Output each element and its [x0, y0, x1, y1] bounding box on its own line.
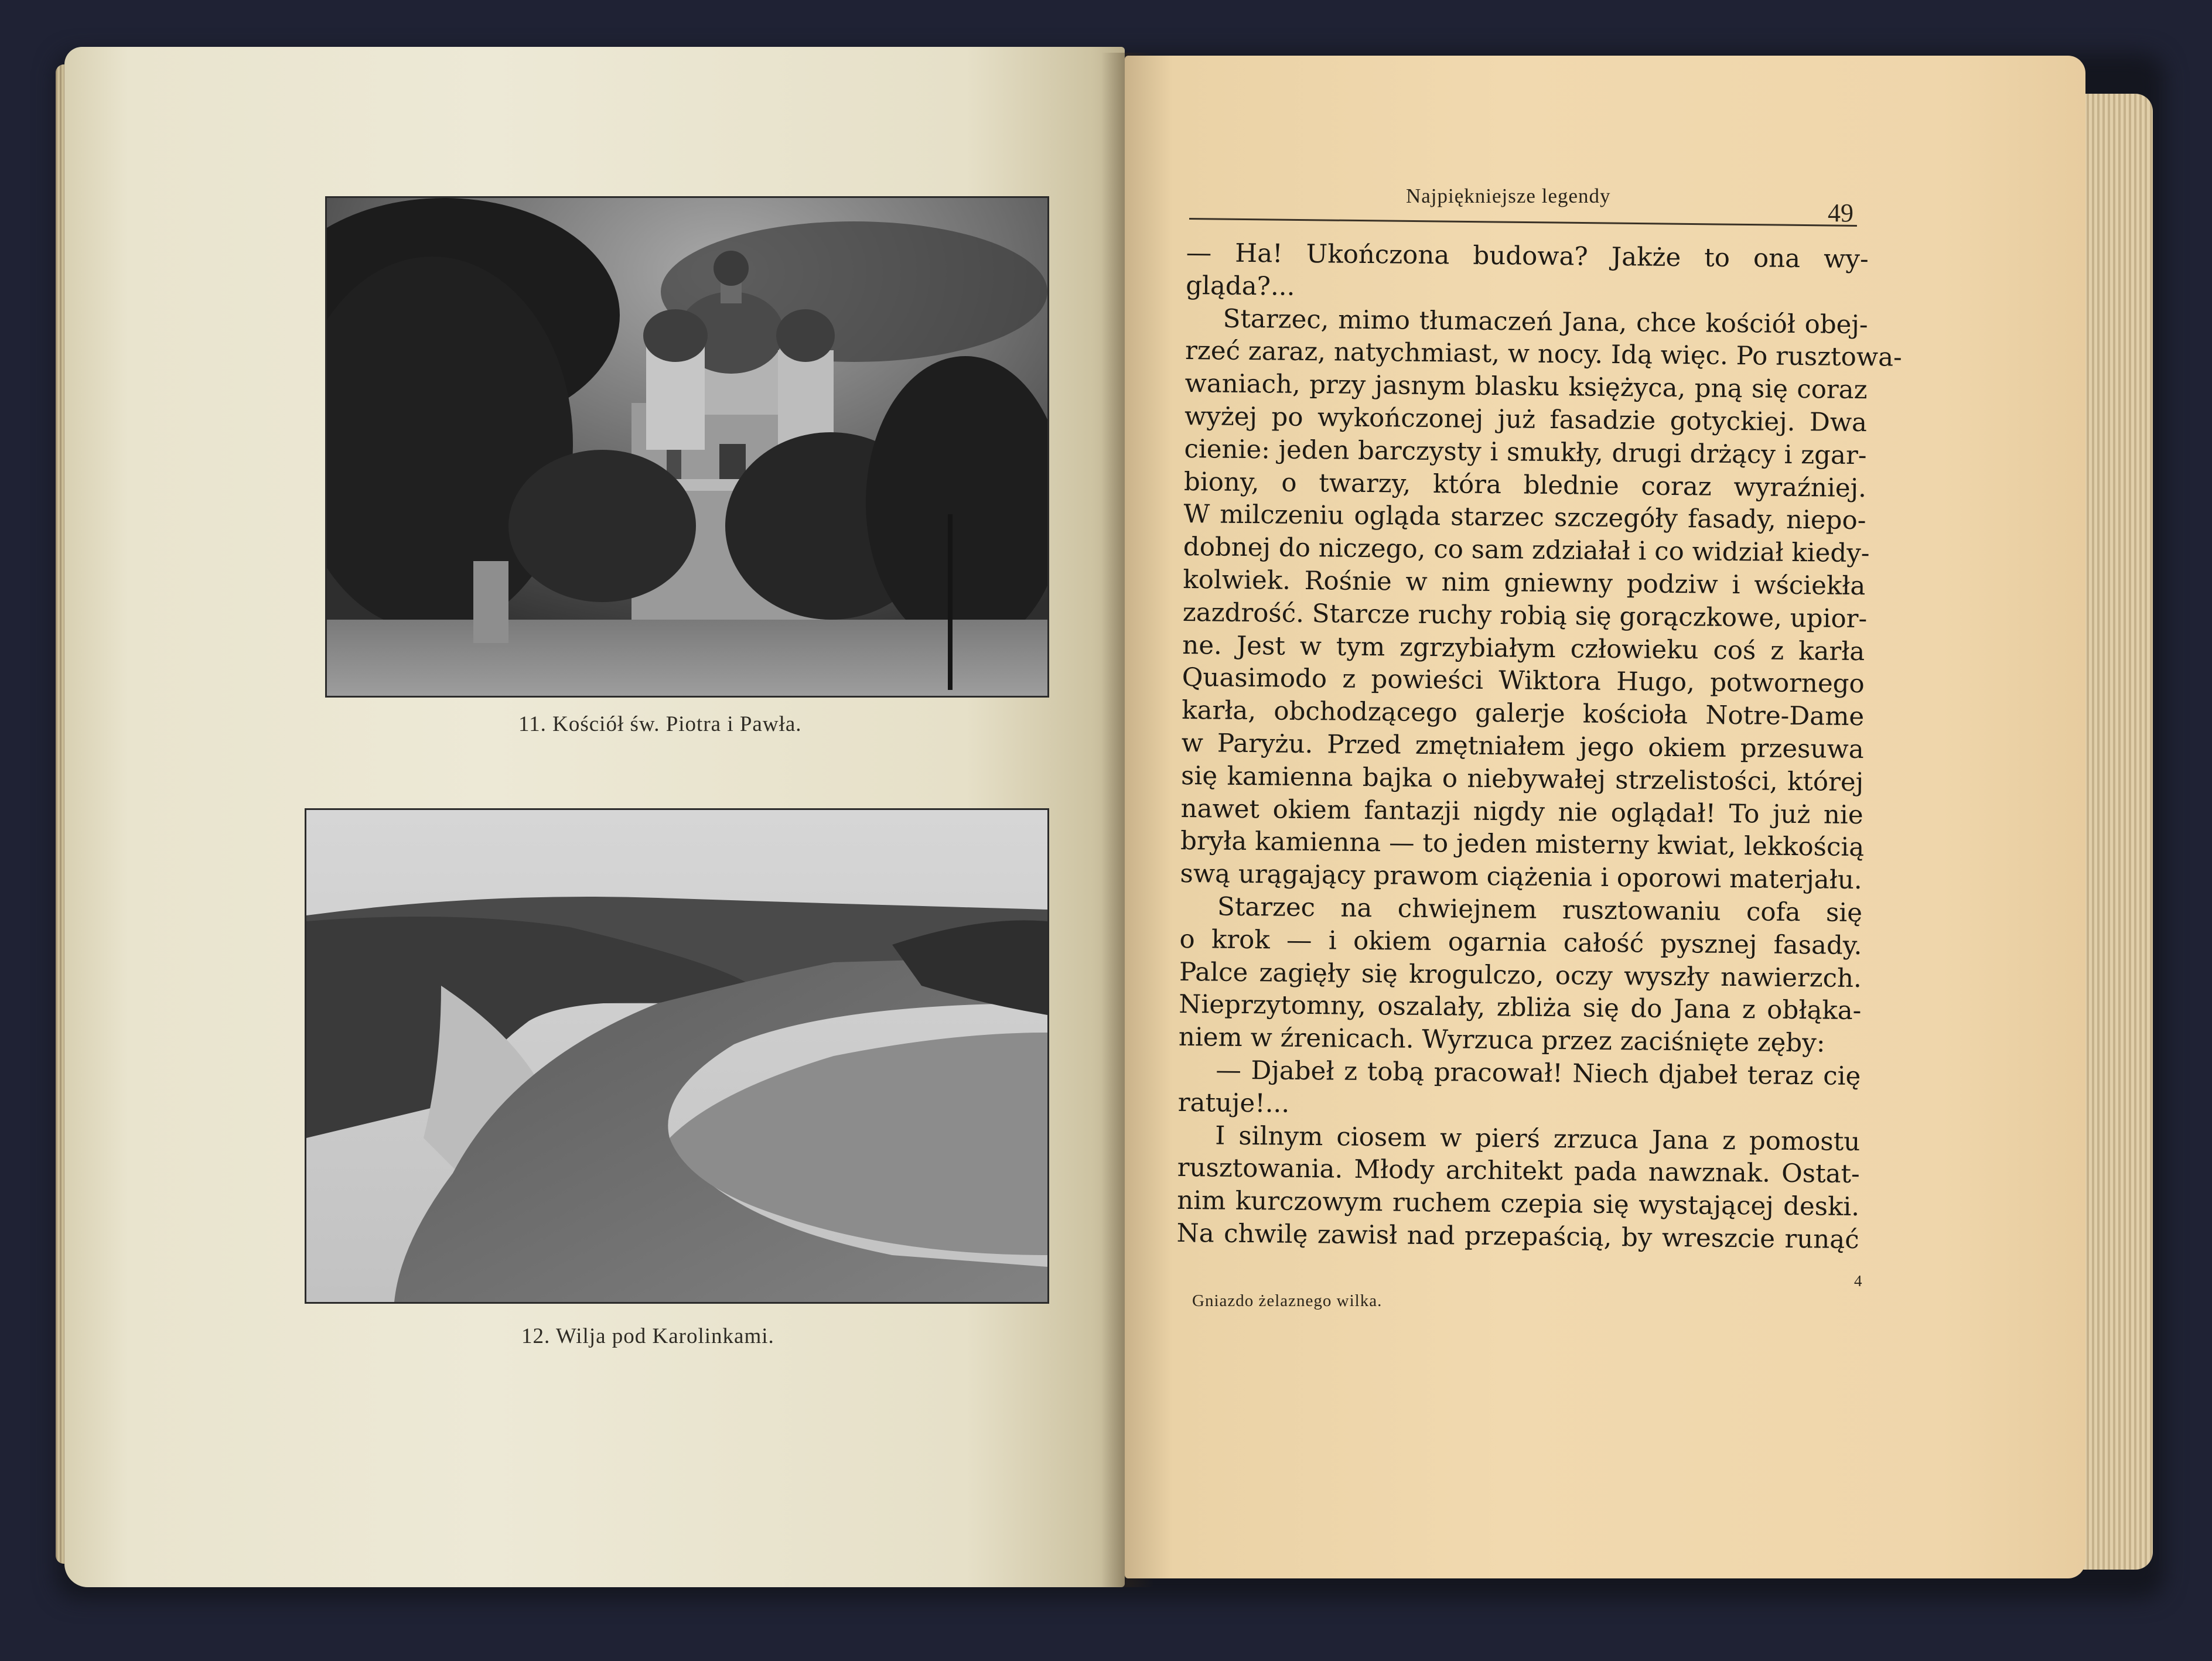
- signature-line: Gniazdo żelaznego wilka.: [1192, 1291, 1383, 1310]
- plate-caption-church: 11. Kościół św. Piotra i Pawła.: [518, 712, 802, 736]
- text-line: ratuje!...: [1177, 1088, 1290, 1119]
- river-illustration: [306, 810, 1047, 1302]
- text-line: karła, obchodzącego galerje kościoła Notre-Dame: [1182, 696, 1865, 732]
- text-line: gląda?...: [1185, 271, 1295, 302]
- text-line: Nieprzytomny, oszalały, zbliża się do Jana z obłąka-: [1179, 990, 1862, 1026]
- text-line: wyżej po wykończonej już fasadzie gotyckiej. Dwa: [1184, 401, 1868, 438]
- text-line: rzeć zaraz, natychmiast, w nocy. Idą więc. Po rusztowa-: [1184, 336, 1902, 373]
- running-head: Najpiękniejsze legendy: [1406, 184, 1611, 207]
- text-line: bryła kamienna — to jeden misterny kwiat, lekkością: [1180, 826, 1865, 863]
- text-line: — Ha! Ukończona budowa? Jakże to ona wy-: [1186, 238, 1869, 275]
- text-line: rusztowania. Młody architekt pada nawznak. Ostat-: [1177, 1153, 1860, 1190]
- church-illustration: [327, 198, 1047, 696]
- text-line: dobnej do niczego, co sam zdziałał i co widział kiedy-: [1183, 532, 1870, 569]
- body-text: [1176, 237, 1902, 1257]
- page-number: 49: [1828, 199, 1853, 227]
- signature-number: 4: [1854, 1272, 1862, 1290]
- text-line: biony, o twarzy, która blednie coraz wyraźniej.: [1183, 467, 1867, 503]
- text-line: niem w źrenicach. Wyrzuca przez zaciśnięte zęby:: [1178, 1023, 1825, 1058]
- text-line: ne. Jest w tym zgrzybiałym człowieku coś z karła: [1182, 630, 1865, 667]
- text-line: się kamienna bajka o niebywałej strzelistości, której: [1180, 761, 1864, 797]
- text-line: nim kurczowym ruchem czepia się wystającej deski.: [1176, 1186, 1860, 1222]
- text-line: cienie: jeden barczysty i smukły, drugi drżący i zgar-: [1184, 434, 1867, 470]
- text-line: zazdrość. Starcze ruchy robią się gorączkowe, upior-: [1182, 597, 1868, 634]
- text-line: kolwiek. Rośnie w nim gniewny podziw i wściekła: [1183, 565, 1866, 601]
- text-line: waniach, przy jasnym blasku księżyca, pną się coraz: [1184, 369, 1868, 405]
- text-line: swą urągający prawom ciążenia i oporowi materjału.: [1180, 859, 1862, 896]
- text-line: Starzec na chwiejnem rusztowaniu cofa się: [1217, 892, 1863, 928]
- church-photo: [325, 196, 1049, 698]
- text-line: Quasimodo z powieści Wiktora Hugo, potwornego: [1182, 663, 1865, 699]
- plate-caption-river: 12. Wilja pod Karolinkami.: [521, 1324, 774, 1348]
- river-photo: [305, 808, 1049, 1304]
- text-line: Starzec, mimo tłumaczeń Jana, chce kościół obej-: [1223, 304, 1868, 340]
- text-line: nawet okiem fantazji nigdy nie oglądał! To już nie: [1180, 794, 1863, 830]
- text-line: W milczeniu ogląda starzec szczegóły fasady, niepo-: [1183, 500, 1866, 536]
- text-line: I silnym ciosem w pierś zrzuca Jana z pomostu: [1215, 1121, 1861, 1157]
- text-line: w Paryżu. Przed zmętniałem jego okiem przesuwa: [1181, 728, 1864, 765]
- text-line: Palce zagięły się krogulczo, oczy wyszły nawierzch.: [1179, 957, 1862, 993]
- text-line: o krok — i okiem ogarnia całość pysznej fasady.: [1179, 924, 1862, 961]
- text-line: — Djabeł z tobą pracował! Niech djabeł teraz cię: [1216, 1055, 1861, 1092]
- text-line: Na chwilę zawisł nad przepaścią, by wreszcie runąć: [1176, 1218, 1859, 1255]
